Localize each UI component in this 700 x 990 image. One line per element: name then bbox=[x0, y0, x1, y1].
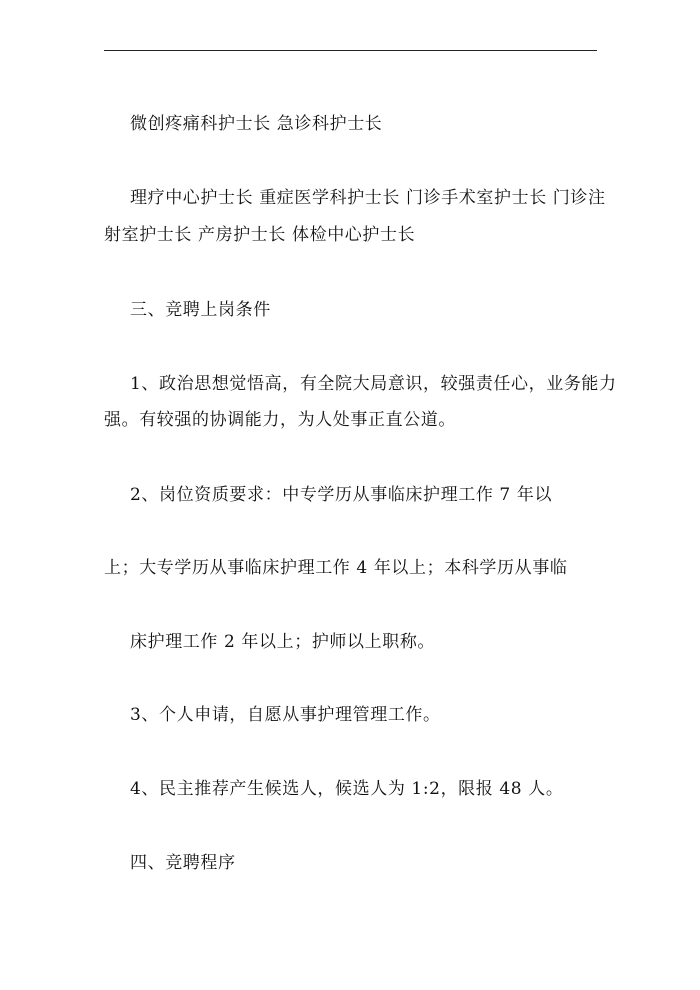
section-heading-conditions: 三、竞聘上岗条件 bbox=[130, 300, 271, 320]
position-list-line-2: 理疗中心护士长 重症医学科护士长 门诊手术室护士长 门诊注 bbox=[130, 188, 606, 208]
condition-4: 4、民主推荐产生候选人，候选人为 1:2，限报 48 人。 bbox=[130, 779, 564, 799]
condition-1-line-1: 1、政治思想觉悟高，有全院大局意识，较强责任心，业务能力 bbox=[130, 374, 617, 394]
position-list-line-3: 射室护士长 产房护士长 体检中心护士长 bbox=[104, 225, 416, 245]
header-rule bbox=[104, 50, 597, 51]
condition-1-line-2: 强。有较强的协调能力，为人处事正直公道。 bbox=[104, 410, 456, 430]
condition-2-line-1: 2、岗位资质要求：中专学历从事临床护理工作 7 年以 bbox=[130, 485, 553, 505]
condition-2-line-2: 上；大专学历从事临床护理工作 4 年以上；本科学历从事临 bbox=[104, 558, 568, 578]
condition-3: 3、个人申请，自愿从事护理管理工作。 bbox=[130, 705, 441, 725]
section-heading-procedure: 四、竞聘程序 bbox=[130, 853, 236, 873]
position-list-line-1: 微创疼痛科护士长 急诊科护士长 bbox=[130, 114, 383, 134]
condition-2-line-3: 床护理工作 2 年以上；护师以上职称。 bbox=[130, 632, 436, 652]
